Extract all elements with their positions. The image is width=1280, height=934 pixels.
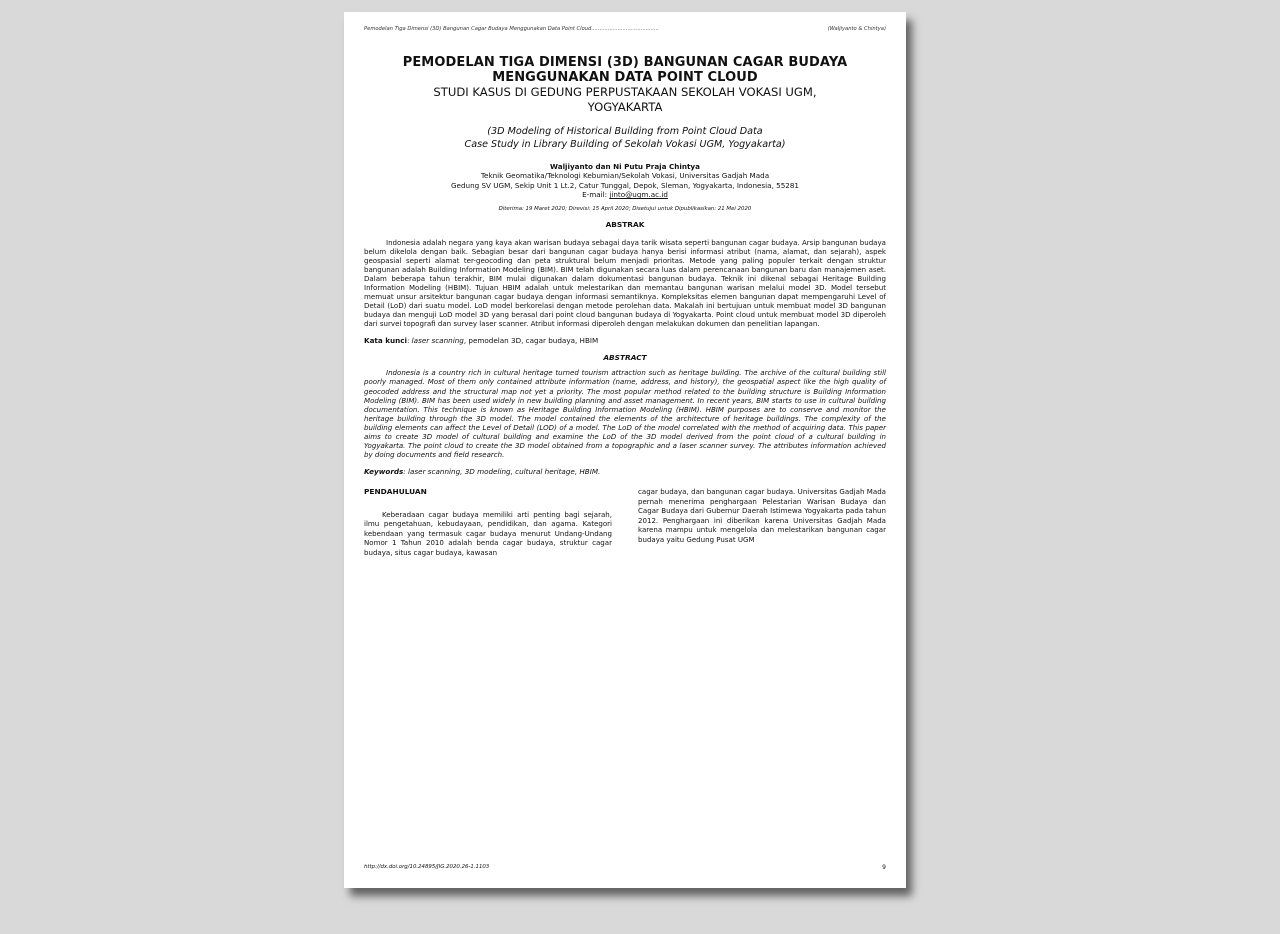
affiliation-line-2: Gedung SV UGM, Sekip Unit 1 Lt.2, Catur Tunggal, Depok, Sleman, Yogyakarta, Indonesia, 55281 xyxy=(450,180,800,190)
running-head xyxy=(364,26,886,32)
pendahuluan-para-1: Keberadaan cagar budaya memiliki arti penting bagi sejarah, ilmu pengetahuan, kebudayaan, pendidikan, dan agama. Kategori kebendaan yang termasuk cagar budaya menurut Undang-Undang Nomor 1 Tahun 2010 adalah benda cagar budaya, struktur cagar budaya, situs cagar budaya, kawasan xyxy=(364,509,612,557)
page-footer xyxy=(364,864,886,871)
pendahuluan-para-2: cagar budaya, dan bangunan cagar budaya. Universitas Gadjah Mada pernah menerima penghargaan Pelestarian Warisan Budaya dan Cagar Budaya dari Gubernur Daerah Istimewa Yogyakarta pada tahun 2012. Penghargaan ini diberikan karena Universitas Gadjah Mada karena mampu untuk mengelola dan melestarikan bangunan cagar budaya yaitu Gedung Pusat UGM xyxy=(638,486,886,544)
paper-page xyxy=(344,12,906,888)
keywords-text: : laser scanning, 3D modeling, cultural heritage, HBIM. xyxy=(403,466,601,476)
keywords xyxy=(364,467,886,476)
title-line-1: PEMODELAN TIGA DIMENSI (3D) BANGUNAN CAGAR BUDAYA xyxy=(402,55,848,70)
email-label: E-mail: xyxy=(582,190,610,200)
title-block xyxy=(364,55,886,212)
pendahuluan-heading: PENDAHULUAN xyxy=(364,486,427,496)
kata-kunci-rest: , pemodelan 3D, cagar budaya, HBIM xyxy=(463,336,599,346)
abstract-text: Indonesia is a country rich in cultural heritage turned tourism attraction such as heritage building. The archive of the cultural building still poorly managed. Most of them only contained attribute information (name, address, and history), the geospatial aspect like the high quality of geocoded address and the structural map not yet a priority. The most popular method related to the building structure is Building Information Modeling (BIM). BIM has been used widely in new building planning and asset management. In recent years, BIM starts to use in cultural building documentation. This technique is known as Heritage Building Information Modeling (HBIM). HBIM purposes are to conserve and monitor the heritage building through the 3D model. The model contained the elements of the architecture of heritage buildings. The complexity of the building elements can affect the Level of Detail (LOD) of a model. The LoD of the model correlated with the method of acquiring data. This paper aims to create 3D model of cultural building and examine the LoD of the 3D model derived from the point cloud of a cultural building in Yogyakarta. The point cloud to create the 3D model obtained from a topographic and a laser scanner survey. The attributes information achieved by doing documents and field research. xyxy=(364,368,886,459)
title-line-2: MENGGUNAKAN DATA POINT CLOUD xyxy=(492,70,758,85)
email-link[interactable]: jinto@ugm.ac.id xyxy=(609,190,668,200)
abstrak-text: Indonesia adalah negara yang kaya akan warisan budaya sebagai daya tarik wisata seperti bangunan cagar budaya. Arsip bangunan budaya belum dikelola dengan baik. Sebagian besar dari bangunan cagar budaya hanya berisi informasi atribut (nama, alamat, dan sejarah), aspek geospasial seperti alamat ter-geocoding dan peta struktural belum menjadi prioritas. Metode yang paling populer terkait dengan struktur bangunan adalah Building Information Modeling (BIM). BIM telah digunakan secara luas dalam perencanaan bangunan baru dan manajemen aset. Dalam beberapa tahun terakhir, BIM mulai digunakan dalam dokumentasi bangunan budaya. Teknik ini dikenal sebagai Heritage Building Information Modeling (HBIM). Tujuan HBIM adalah untuk melestarikan dan memantau bangunan warisan melalui model 3D. Model tersebut memuat unsur arsitektur bangunan cagar budaya dengan informasi semantiknya. Kompleksitas elemen bangunan dapat mempengaruhi Level of Detail (LoD) dari suatu model. LoD model berkorelasi dengan metode perolehan data. Makalah ini bertujuan untuk membuat model 3D bangunan budaya dan menguji LoD model 3D yang berasal dari point cloud bangunan budaya di Yogyakarta. Point cloud untuk membuat model 3D diperoleh dari survei topografi dan survey laser scanner. Atribut informasi diperoleh dengan melakukan dokumen dan penelitian lapangan. xyxy=(364,237,886,329)
english-title-line-1: (3D Modeling of Historical Building from Point Cloud Data xyxy=(487,126,763,137)
column-right xyxy=(638,487,886,558)
abstract-heading: ABSTRACT xyxy=(603,353,647,363)
body-columns xyxy=(364,487,886,558)
subtitle-line-1: STUDI KASUS DI GEDUNG PERPUSTAKAAN SEKOLAH VOKASI UGM, xyxy=(433,85,817,99)
kata-kunci-sep: : xyxy=(406,336,412,346)
kata-kunci xyxy=(364,336,886,345)
page-number: 9 xyxy=(882,864,886,871)
running-head-authors: (Waljiyanto & Chintya) xyxy=(827,26,886,32)
authors: Waljiyanto dan Ni Putu Praja Chintya xyxy=(550,162,700,172)
english-title xyxy=(364,126,886,151)
affiliation xyxy=(364,171,886,200)
affiliation-line-1: Teknik Geomatika/Teknologi Kebumian/Sekolah Vokasi, Universitas Gadjah Mada xyxy=(480,171,770,181)
subtitle-line-2: YOGYAKARTA xyxy=(587,100,663,114)
kata-kunci-italic: laser scanning xyxy=(411,336,464,346)
running-head-title: Pemodelan Tiga Dimensi (3D) Bangunan Cagar Budaya Menggunakan Data Point Cloud......................................... xyxy=(364,26,659,32)
email-line xyxy=(364,190,886,200)
kata-kunci-label: Kata kunci xyxy=(364,336,407,346)
submission-dates: Diterima: 19 Maret 2020; Direvisi: 15 April 2020; Disetujui untuk Dipublikasikan: 21 Mei 2020 xyxy=(498,205,752,212)
keywords-label: Keywords xyxy=(364,466,404,476)
english-title-line-2: Case Study in Library Building of Sekolah Vokasi UGM, Yogyakarta) xyxy=(464,138,786,150)
abstrak-heading: ABSTRAK xyxy=(605,219,645,229)
doi-link[interactable]: http://dx.doi.org/10.24895/JIG.2020.26-1.1103 xyxy=(364,864,490,870)
column-left xyxy=(364,487,612,558)
